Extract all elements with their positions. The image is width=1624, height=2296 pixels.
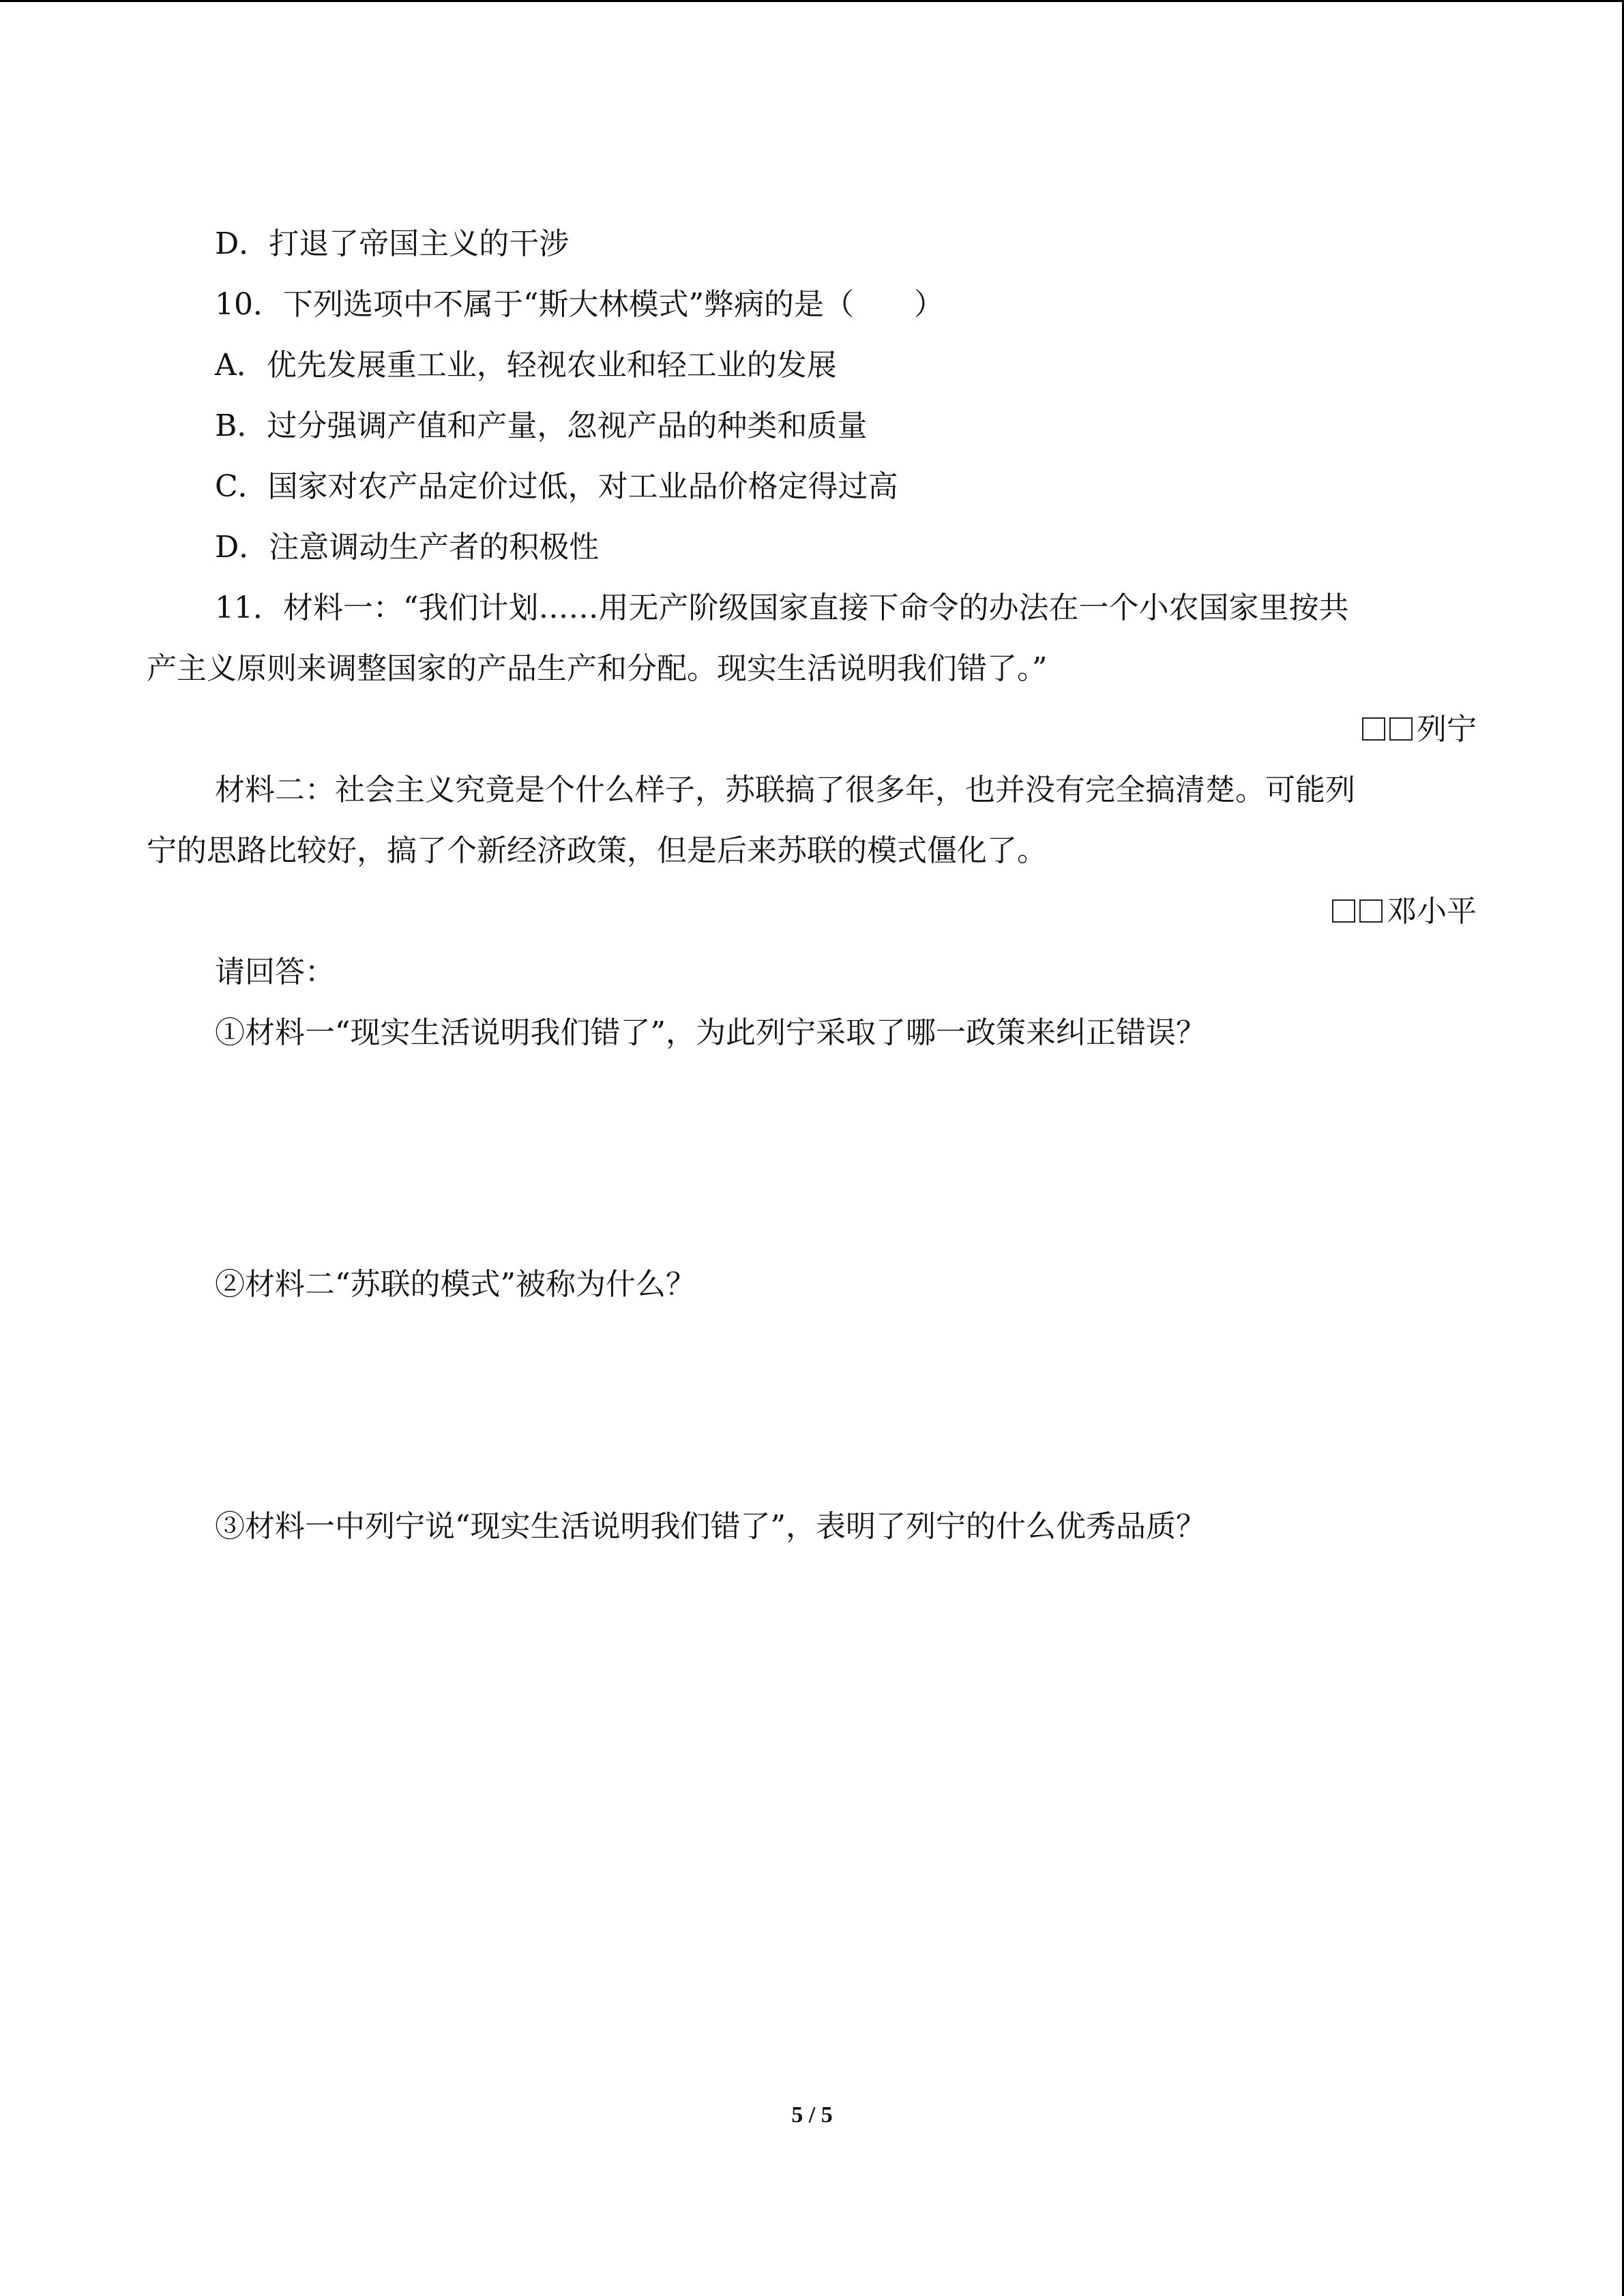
answer-space	[147, 1315, 1477, 1496]
q10-option-c: C．国家对农产品定价过低，对工业品价格定得过高	[215, 469, 898, 504]
q10-option-d: D．注意调动生产者的积极性	[215, 530, 600, 565]
q10-stem: 10．下列选项中不属于“斯大林模式”弊病的是（ ）	[215, 287, 944, 322]
q10-option-a: A．优先发展重工业，轻视农业和轻工业的发展	[215, 348, 837, 383]
q10-option-b: B．过分强调产值和产量，忽视产品的种类和质量	[215, 408, 868, 443]
placeholder-box-icon	[1359, 899, 1383, 923]
q11-material2-line2: 宁的思路比较好，搞了个新经济政策，但是后来苏联的模式僵化了。	[147, 833, 1047, 868]
q9-option-d: D．打退了帝国主义的干涉	[215, 226, 570, 261]
page-number: 5 / 5	[791, 2102, 833, 2128]
q11-material1-line1: 11．材料一：“我们计划……用无产阶级国家直接下命令的办法在一个小农国家里按共	[215, 591, 1349, 625]
q11-sub-question-2: ②材料二“苏联的模式”被称为什么？	[215, 1267, 696, 1302]
placeholder-box-icon	[1362, 717, 1385, 741]
answer-space	[147, 1063, 1477, 1254]
q11-prompt: 请回答：	[215, 955, 335, 989]
source-name: 列宁	[1417, 712, 1477, 747]
q11-material2-source	[147, 881, 1477, 942]
q11-material1-source	[147, 699, 1477, 760]
q11-sub-question-3: ③材料一中列宁说“现实生活说明我们错了”，表明了列宁的什么优秀品质？	[215, 1509, 1206, 1544]
page-content	[147, 213, 1477, 1557]
q11-material2-line1: 材料二：社会主义究竟是个什么样子，苏联搞了很多年，也并没有完全搞清楚。可能列	[215, 773, 1355, 807]
source-name: 邓小平	[1387, 894, 1477, 929]
q11-sub-question-1: ①材料一“现实生活说明我们错了”，为此列宁采取了哪一政策来纠正错误？	[215, 1015, 1206, 1050]
placeholder-box-icon	[1332, 899, 1355, 923]
placeholder-box-icon	[1389, 717, 1413, 741]
q11-material1-line2: 产主义原则来调整国家的产品生产和分配。现实生活说明我们错了。”	[147, 651, 1048, 686]
